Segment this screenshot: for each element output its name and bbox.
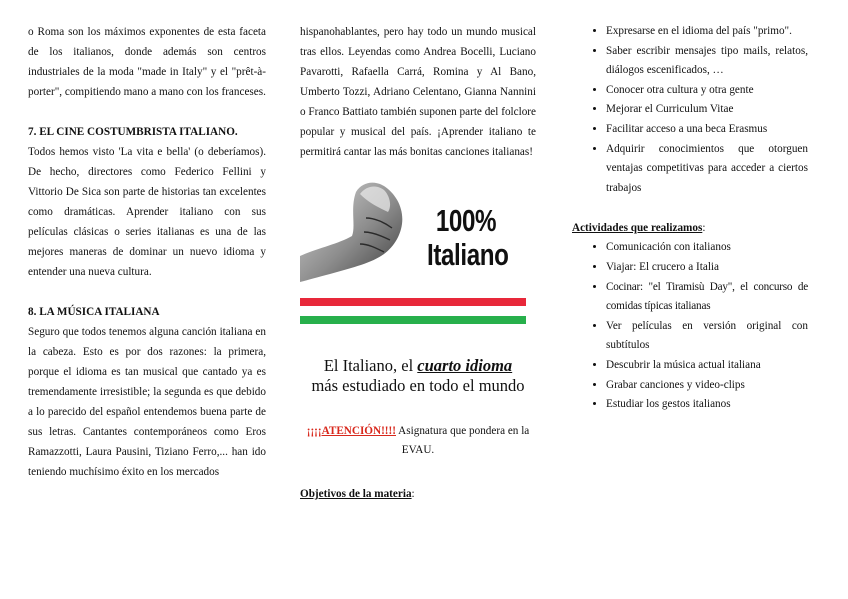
slogan-emphasis: cuarto idioma: [417, 356, 513, 375]
italian-hand-gesture-icon: [300, 178, 410, 288]
list-item: • Facilitar acceso a una beca Erasmus: [606, 120, 808, 140]
intro-paragraph: o Roma son los máximos exponentes de esta faceta de los italianos, donde además son centros industriales de la moda "made in Italy" y el "prêt-à-porter", compitiendo mano a mano con los franceses.: [28, 26, 266, 98]
slogan-after: más estudiado en todo el mundo: [311, 376, 525, 395]
column-right: [572, 22, 808, 415]
objectives-heading: [300, 484, 536, 504]
list-item: • Grabar canciones y video-clips: [606, 376, 808, 396]
attention-note: [300, 422, 536, 460]
list-item: • Estudiar los gestos italianos: [606, 395, 808, 415]
flag-stripe-red: [300, 298, 526, 306]
column-left: [28, 22, 266, 482]
activities-heading: [572, 218, 808, 238]
objectives-list: [572, 22, 808, 198]
list-item: • Comunicación con italianos: [606, 238, 808, 258]
list-item: • Descubrir la música actual italiana: [606, 356, 808, 376]
list-item: • Cocinar: "el Tiramisù Day", el concurso de comidas típicas italianas: [606, 278, 808, 317]
slogan: [300, 356, 536, 396]
brand-percent: 100%: [435, 203, 497, 238]
music-continuation-text: hispanohablantes, pero hay todo un mundo musical tras ellos. Leyendas como Andrea Bocelli, Luciano Pavarotti, Rafaella Carrá, Romina y Al Bano, Umberto Tozzi, Adriano Celentano, Gianna Nannini o Franco Battiato también suponen parte del folclore popular y musical del país. ¡Aprender italiano te permitirá cantar las más bonitas canciones italianas!: [300, 26, 536, 158]
section-8-text: Seguro que todos tenemos alguna canción italiana en la cabeza. Esto es por dos razones: la primera, porque el idioma es tan musical que cantado ya es tremendamente irresistible; la segunda es que debido a lo parecido del español entendemos buena parte de sus letras. Cantantes contemporáneos como Eros Ramazzotti, Laura Pausini, Tiziano Ferro,... han ido teniendo muchísimo éxito en los mercados: [28, 326, 266, 478]
activities-title: Actividades que realizamos: [572, 222, 703, 235]
list-item: • Conocer otra cultura y otra gente: [606, 81, 808, 101]
attention-label: ¡¡¡¡ATENCIÓN!!!!: [306, 425, 396, 437]
slogan-before: El Italiano, el: [323, 356, 418, 375]
brand-word: Italiano: [427, 237, 509, 272]
activities-colon: :: [702, 222, 706, 235]
section-7-title: 7. EL CINE COSTUMBRISTA ITALIANO.: [28, 126, 238, 138]
flag-stripe-green: [300, 316, 526, 324]
list-item: • Mejorar el Curriculum Vitae: [606, 100, 808, 120]
section-8-title: 8. LA MÚSICA ITALIANA: [28, 306, 160, 318]
attention-text: Asignatura que pondera en la EVAU.: [396, 425, 530, 456]
list-item: • Adquirir conocimientos que otorguen ventajas competitivas para acceder a ciertos trabajos: [606, 140, 808, 199]
objectives-title: Objetivos de la materia: [300, 488, 412, 500]
list-item: • Saber escribir mensajes tipo mails, relatos, diálogos escenificados, …: [606, 42, 808, 81]
objectives-colon: :: [411, 488, 415, 500]
italiano-banner: [300, 178, 536, 348]
column-middle: [300, 22, 536, 504]
list-item: • Viajar: El crucero a Italia: [606, 258, 808, 278]
brand-title: [427, 203, 509, 272]
list-item: • Expresarse en el idioma del país "primo".: [606, 22, 808, 42]
activities-list: [572, 238, 808, 414]
list-item: • Ver películas en versión original con subtítulos: [606, 317, 808, 356]
section-7-text: Todos hemos visto 'La vita e bella' (o deberíamos). De hecho, directores como Federico Fellini y Vittorio De Sica son parte de historias tan excelentes como dramáticas. Aprender italiano con sus películas clásicas o series italianas es una de las mejores maneras de dominar un nuevo idioma y entender una nueva cultura.: [28, 146, 266, 278]
